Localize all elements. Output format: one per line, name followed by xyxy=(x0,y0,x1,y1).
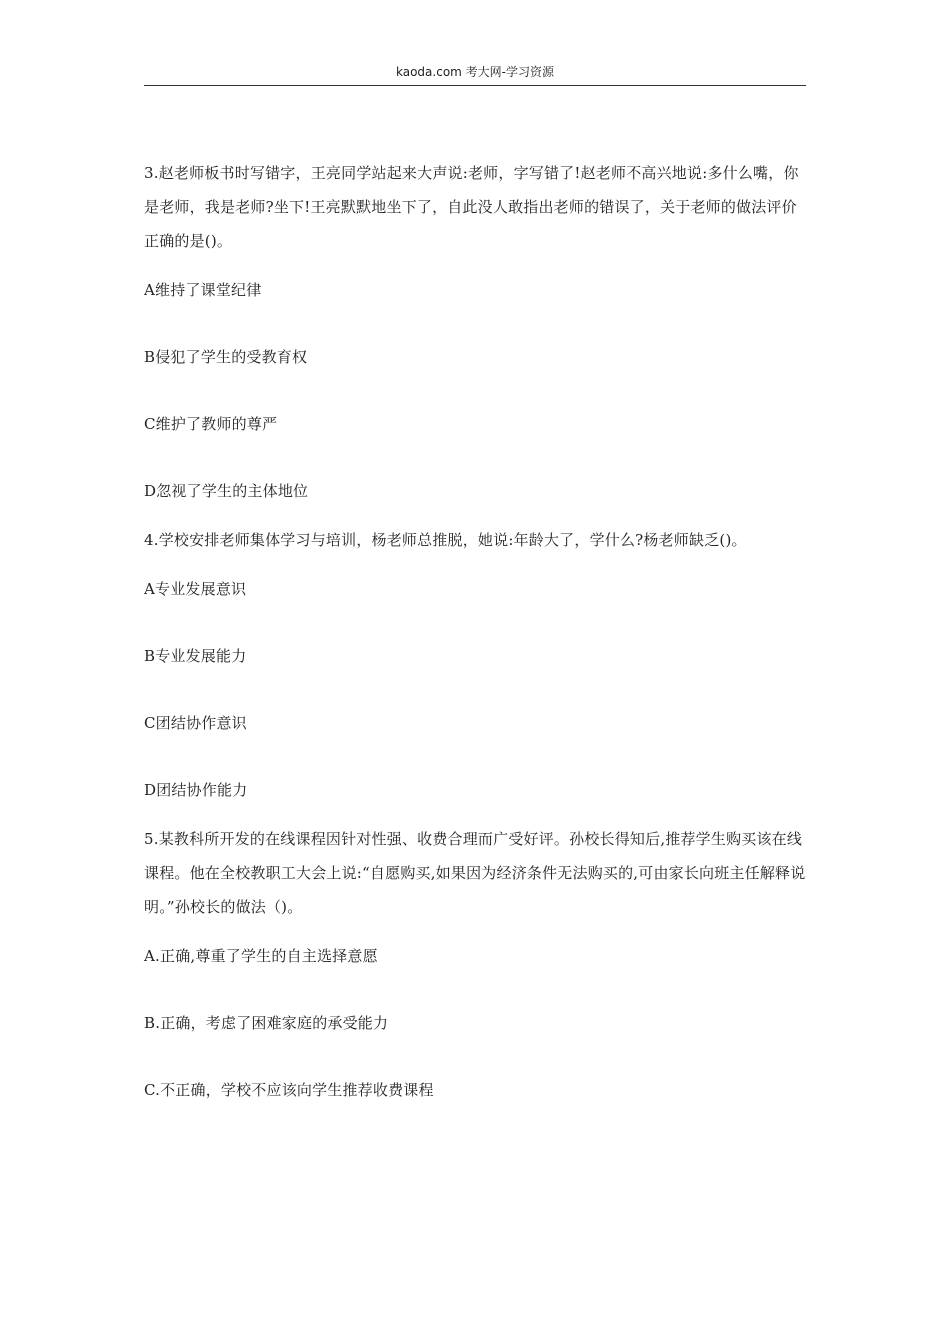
option-d: D团结协作能力 xyxy=(144,781,248,799)
header-divider xyxy=(144,85,806,86)
header-title: kaoda.com 考大网-学习资源 xyxy=(396,65,554,79)
option-b: B侵犯了学生的受教育权 xyxy=(144,348,308,366)
option-a: A专业发展意识 xyxy=(144,580,247,598)
option-c: C团结协作意识 xyxy=(144,714,247,732)
question-stem: 5.某教科所开发的在线课程因针对性强、收费合理而广受好评。孙校长得知后,推荐学生购买该在线课程。他在全校教职工大会上说:“自愿购买,如果因为经济条件无法购买的,可由家长向班主任解释说明。”孙校长的做法（)。 xyxy=(144,830,806,916)
question-stem: 3.赵老师板书时写错字，王亮同学站起来大声说:老师，字写错了!赵老师不高兴地说:多什么嘴，你是老师，我是老师?坐下!王亮默默地坐下了，自此没人敢指出老师的错误了，关于老师的做法评价正确的是()。 xyxy=(144,164,799,250)
option-c: C维护了教师的尊严 xyxy=(144,415,278,433)
question-stem: 4.学校安排老师集体学习与培训，杨老师总推脱，她说:年龄大了，学什么?杨老师缺乏()。 xyxy=(144,531,747,549)
option-b: B专业发展能力 xyxy=(144,647,247,665)
page-header xyxy=(144,62,806,86)
option-a: A.正确,尊重了学生的自主选择意愿 xyxy=(144,947,378,965)
question-3 xyxy=(144,156,806,508)
question-4 xyxy=(144,523,806,807)
question-5 xyxy=(144,822,806,1107)
option-b: B.正确，考虑了困难家庭的承受能力 xyxy=(144,1014,389,1032)
option-d: D忽视了学生的主体地位 xyxy=(144,482,309,500)
document-body xyxy=(144,156,806,1140)
option-c: C.不正确，学校不应该向学生推荐收费课程 xyxy=(144,1081,434,1099)
option-a: A维持了课堂纪律 xyxy=(144,281,262,299)
